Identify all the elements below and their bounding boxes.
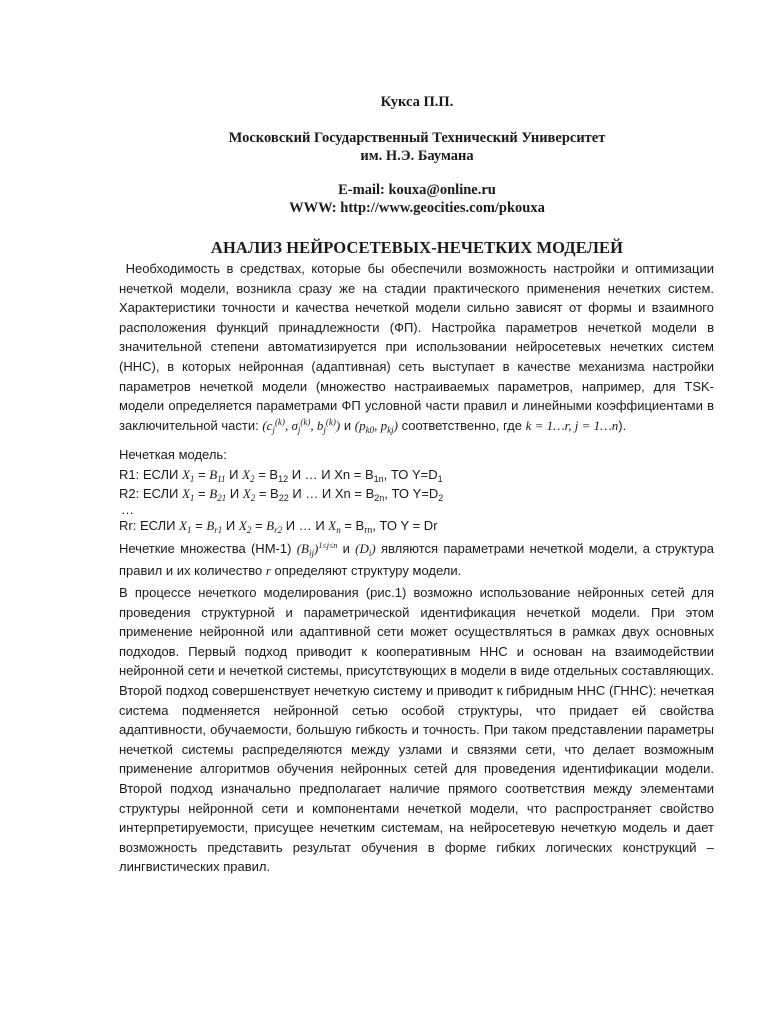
author: Кукса П.П. [380, 94, 454, 110]
paragraph-1-tail: соответственно, где [401, 417, 522, 433]
website: WWW: http://www.geocities.com/pkouxa [289, 200, 545, 216]
rules-ellipsis: … [121, 501, 134, 517]
paragraph-2-and: и [342, 541, 350, 556]
rule-r: Rr: ЕСЛИ $X_1 = B_{r1}$ И $X_2 = B_{r2}$ И … И $X_n = B_{rn}$, ТО Y = Dr [119, 517, 438, 535]
paragraph-3: В процессе нечеткого моделирования (рис.1) возможно использование нейронных сетей для проведения структурной и параметрической идентификация нечеткой модели. При этом применение нейронной или адаптивной сети может осуществляться в рамках двух основных подходов. Первый подход приводит к кооперативным ННС и основан на взаимодействии нейронной сети и нечеткой системы, присутствующих в модели в виде отдельных составляющих. Второй подход совершенствует нечеткую систему и приводит к гибридным ННС (ГННС): нечеткая система подменяется нейронной сетью особой структуры, что придает ей свойства адаптивности, обучаемости, большую гибкость и точность. При таком представлении параметры нечеткой системы распределяются между узлами и связями сети, что делает возможным применение алгоритмов обучения нейронных сетей для проведения идентификации модели. Второй подход изначально предполагает наличие прямого соответствия между элементами структуры нейронной сети и компонентами нечеткой модели, что распространяет свойство интерпретируемости, присущее нечетким системам, на нейросетевую нечеткую модель и дает возможность представить результат обучения в форме гибких логических конструкций – лингвистических правил. [119, 585, 714, 875]
model-label: Нечеткая модель: [119, 447, 227, 462]
paragraph-1-text: Необходимость в средствах, которые бы обеспечили возможность настройки и оптимизации нечеткой модели, возникла сразу же на стадии практического применения нечетких систем. Характеристики точности и качества нечеткой модели сильно зависят от формы и взаимного расположения функций принадлежности (ФП). Настройка параметров нечеткой модели в значительной степени автоматизируется при использовании нейросетевых нечетких систем (ННС), в которых нейронная (адаптивная) сеть выступает в качестве механизма настройки параметров нечеткой модели (множество настраиваемых параметров, например, для TSK-модели определяется параметрами ФП условной части правил и линейными коэффициентами в заключительной части: [119, 261, 714, 433]
formula-outputs: $(D_i)$ [355, 541, 376, 558]
paragraph-2-mid: являются параметрами нечеткой модели, а структура правил и их количество [119, 541, 714, 578]
formula-params: ($c_j^{(k)}$, $\sigma_j^{(k)}$, $b_j^{(k)}$) [262, 416, 341, 435]
university-name: Московский Государственный Технический Университет [228, 130, 606, 146]
paragraph-1-and: и [343, 417, 352, 433]
r-variable: r [265, 562, 271, 578]
rule-2: R2: ЕСЛИ $X_1 = B_{21}$ И $X_2 = B_{22}$ И … И $Xn = B_{2n}$, ТО $Y=D_2$ [119, 486, 444, 504]
formula-indices: k = 1…r, j = 1…n [525, 417, 619, 433]
paragraph-2 [119, 539, 714, 580]
paragraph-2-end: определяют структуру модели. [274, 562, 462, 578]
rule-1: R1: ЕСЛИ $X_1 = B_{11}$ И $X_2 = B_{12}$ И … И $Xn = B_{1n}$, ТО $Y=D_1$ [119, 466, 443, 484]
fuzzy-model [119, 445, 714, 535]
university-name-line2: им. Н.Э. Баумана [360, 148, 474, 164]
paragraph-1: Необходимость в средствах, которые бы обеспечили возможность настройки и оптимизации нечеткой модели, возникла сразу же на стадии практического применения нечетких систем. Характеристики точности и качества нечеткой модели сильно зависят от формы и взаимного расположения функций принадлежности (ФП). Настройка параметров нечеткой модели в значительной степени автоматизируется при использовании нейросетевых нечетких систем (ННС), в которых нейронная (адаптивная) сеть выступает в качестве механизма настройки параметров нечеткой модели (множество настраиваемых параметров, например, для TSK-модели определяется параметрами ФП условной части правил и линейными коэффициентами в заключительной части: ($c_j^{(k)}$, $\sigma_j^{(k)}$, $b_j^{(k)}$) и ($p_{k0}$, $p_{kj}$) соответственно, где k = 1…r, j = 1…n). [119, 261, 714, 435]
formula-coeffs: ($p_{k0}$, $p_{kj}$) [354, 417, 398, 435]
formula-sets: $(B_{ij})^{1\le j\le n}$ [296, 541, 338, 558]
paragraph-2-start: Нечеткие множества (НМ-1) [119, 541, 292, 556]
paper-title: АНАЛИЗ НЕЙРОСЕТЕВЫХ-НЕЧЕТКИХ МОДЕЛЕЙ [210, 238, 624, 257]
email: E-mail: kouxa@online.ru [338, 182, 496, 198]
